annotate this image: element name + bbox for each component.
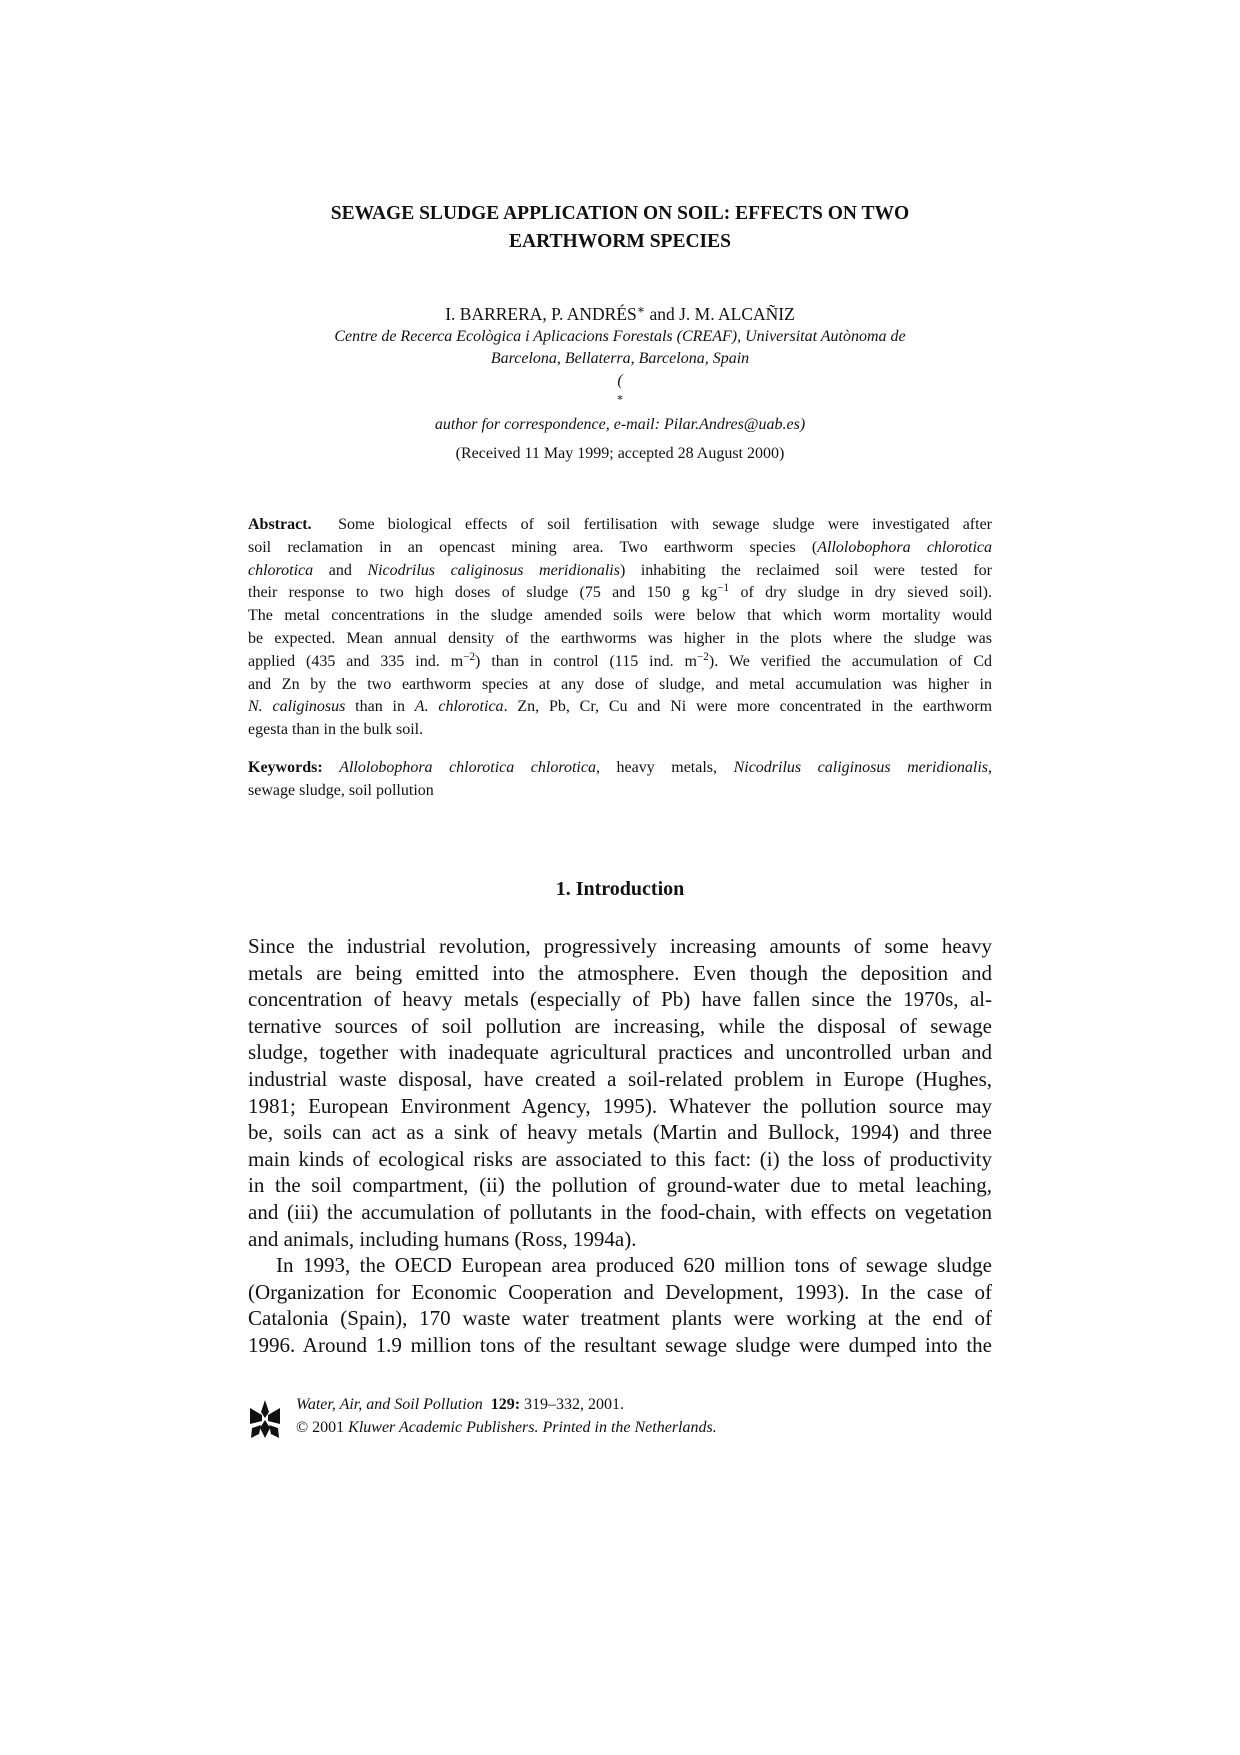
- abstract-text: applied (435 and 335 ind. m: [248, 652, 464, 670]
- species-name: chlorotica: [248, 561, 314, 579]
- section-heading: 1. Introduction: [555, 878, 685, 900]
- correspondence-mark: ∗: [616, 391, 624, 404]
- body-line: 1996. Around 1.9 million tons of the resultant sewage sludge were dumped into the: [248, 1332, 992, 1357]
- affiliation: [250, 326, 990, 436]
- abstract-line: [248, 537, 992, 560]
- author-list: [250, 303, 990, 325]
- body-line: In 1993, the OECD European area produced 620 million tons of sewage sludge: [276, 1253, 992, 1278]
- body-line: Catalonia (Spain), 170 waste water treatment plants were working at the end of: [248, 1306, 992, 1331]
- unit-exponent: −2: [696, 650, 709, 663]
- abstract-text: ) than in control (115 ind. m: [475, 652, 697, 670]
- abstract-text: their response to two high doses of sludge (75 and 150 g kg: [248, 584, 718, 602]
- body-line: (Organization for Economic Cooperation and Development, 1993). In the case of: [248, 1279, 992, 1304]
- correspondence-note: [250, 370, 990, 436]
- affiliation-line-2: Barcelona, Bellaterra, Barcelona, Spain: [490, 350, 750, 367]
- keywords-line: sewage sludge, soil pollution: [248, 781, 434, 799]
- journal-pages: 319–332, 2001.: [520, 1396, 625, 1413]
- affiliation-line-1: Centre de Recerca Ecològica i Aplicacions Forestals (CREAF), Universitat Autònoma de: [334, 328, 906, 345]
- abstract-label: Abstract.: [248, 516, 312, 533]
- body-line: industrial waste disposal, have created a soil-related problem in Europe (Hughes,: [248, 1066, 992, 1091]
- abstract-line: The metal concentrations in the sludge amended soils were below that which worm mortality would: [248, 607, 992, 625]
- journal-citation: [296, 1394, 717, 1417]
- paper-title: [250, 200, 990, 256]
- body-line: be, soils can act as a sink of heavy metals (Martin and Bullock, 1994) and three: [248, 1120, 992, 1145]
- species-name: Nicodrilus caliginosus meridionalis: [367, 561, 620, 579]
- publisher-name: Kluwer Academic Publishers. Printed in the Netherlands.: [348, 1418, 717, 1436]
- abstract-line: [248, 696, 992, 719]
- body-line: and (iii) the accumulation of pollutants in the food-chain, with effects on vegetation: [248, 1199, 992, 1224]
- correspondence-open-paren: (: [617, 372, 623, 389]
- author-names-last: and J. M. ALCAÑIZ: [645, 304, 795, 324]
- body-line: concentration of heavy metals (especially of Pb) have fallen since the 1970s, al-: [248, 987, 992, 1012]
- keywords-label: Keywords:: [248, 759, 323, 776]
- body-line: main kinds of ecological risks are associated to this fact: (i) the loss of productivity: [248, 1146, 992, 1171]
- abstract-text: ). We verified the accumulation of Cd: [708, 652, 992, 670]
- species-name: N. caliginosus: [248, 698, 346, 716]
- keyword-separator: ,: [988, 759, 993, 776]
- copyright-year: © 2001: [296, 1418, 349, 1436]
- abstract-line: egesta than in the bulk soil.: [248, 721, 424, 739]
- unit-exponent: −2: [463, 650, 476, 663]
- body-line: 1981; European Environment Agency, 1995). Whatever the pollution source may: [248, 1093, 992, 1118]
- abstract-line: and Zn by the two earthworm species at any dose of sludge, and metal accumulation was higher in: [248, 675, 992, 693]
- title-line-1: SEWAGE SLUDGE APPLICATION ON SOIL: EFFECTS ON TWO: [330, 203, 910, 224]
- keywords-line: [248, 757, 992, 780]
- journal-footer: [248, 1394, 992, 1446]
- corresponding-author-mark: ∗: [636, 302, 646, 317]
- introduction-body: [248, 933, 992, 1359]
- abstract-text: . Zn, Pb, Cr, Cu and Ni were more concentrated in the earthworm: [503, 698, 993, 716]
- abstract-text: ) inhabiting the reclaimed soil were tested for: [619, 561, 992, 579]
- abstract-line: be expected. Mean annual density of the earthworms was higher in the plots where the sludge was: [248, 629, 992, 647]
- abstract-text: of dry sludge in dry sieved soil).: [729, 584, 992, 602]
- abstract: [248, 514, 992, 742]
- body-line: and animals, including humans (Ross, 1994a).: [248, 1226, 637, 1251]
- abstract-text: than in: [345, 698, 415, 716]
- abstract-text: soil reclamation in an opencast mining area. Two earthworm species (: [248, 538, 818, 556]
- body-line: metals are being emitted into the atmosphere. Even though the deposition and: [248, 960, 992, 985]
- copyright-line: [296, 1417, 717, 1440]
- journal-volume: 129:: [490, 1396, 521, 1413]
- species-name: A. chlorotica: [414, 698, 504, 716]
- abstract-text: Some biological effects of soil fertilisation with sewage sludge were investigated after: [338, 516, 993, 533]
- received-dates: (Received 11 May 1999; accepted 28 August 2000): [455, 445, 785, 462]
- keyword: Nicodrilus caliginosus meridionalis: [733, 759, 989, 776]
- body-line: in the soil compartment, (ii) the pollution of ground-water due to metal leaching,: [248, 1173, 992, 1198]
- abstract-line: [248, 514, 992, 537]
- author-names-first: I. BARRERA, P. ANDRÉS: [445, 304, 637, 324]
- keyword: , heavy metals,: [595, 759, 734, 776]
- abstract-line: [248, 560, 992, 583]
- title-line-2: EARTHWORM SPECIES: [509, 231, 731, 252]
- keyword: Allolobophora chlorotica chlorotica: [339, 759, 596, 776]
- correspondence-email: author for correspondence, e-mail: Pilar.Andres@uab.es): [434, 416, 806, 433]
- abstract-line: [248, 651, 992, 674]
- abstract-line: [248, 582, 992, 605]
- species-name: Allolobophora chlorotica: [817, 538, 992, 556]
- body-line: sludge, together with inadequate agricultural practices and uncontrolled urban and: [248, 1040, 992, 1065]
- journal-name: Water, Air, and Soil Pollution: [296, 1396, 483, 1413]
- body-line: Since the industrial revolution, progressively increasing amounts of some heavy: [248, 934, 992, 958]
- abstract-text: and: [313, 561, 368, 579]
- body-line: ternative sources of soil pollution are increasing, while the disposal of sewage: [248, 1013, 992, 1038]
- keywords: [248, 757, 992, 803]
- unit-exponent: −1: [717, 582, 730, 595]
- footer-text: [296, 1394, 717, 1439]
- publisher-logo-icon: [248, 1398, 282, 1440]
